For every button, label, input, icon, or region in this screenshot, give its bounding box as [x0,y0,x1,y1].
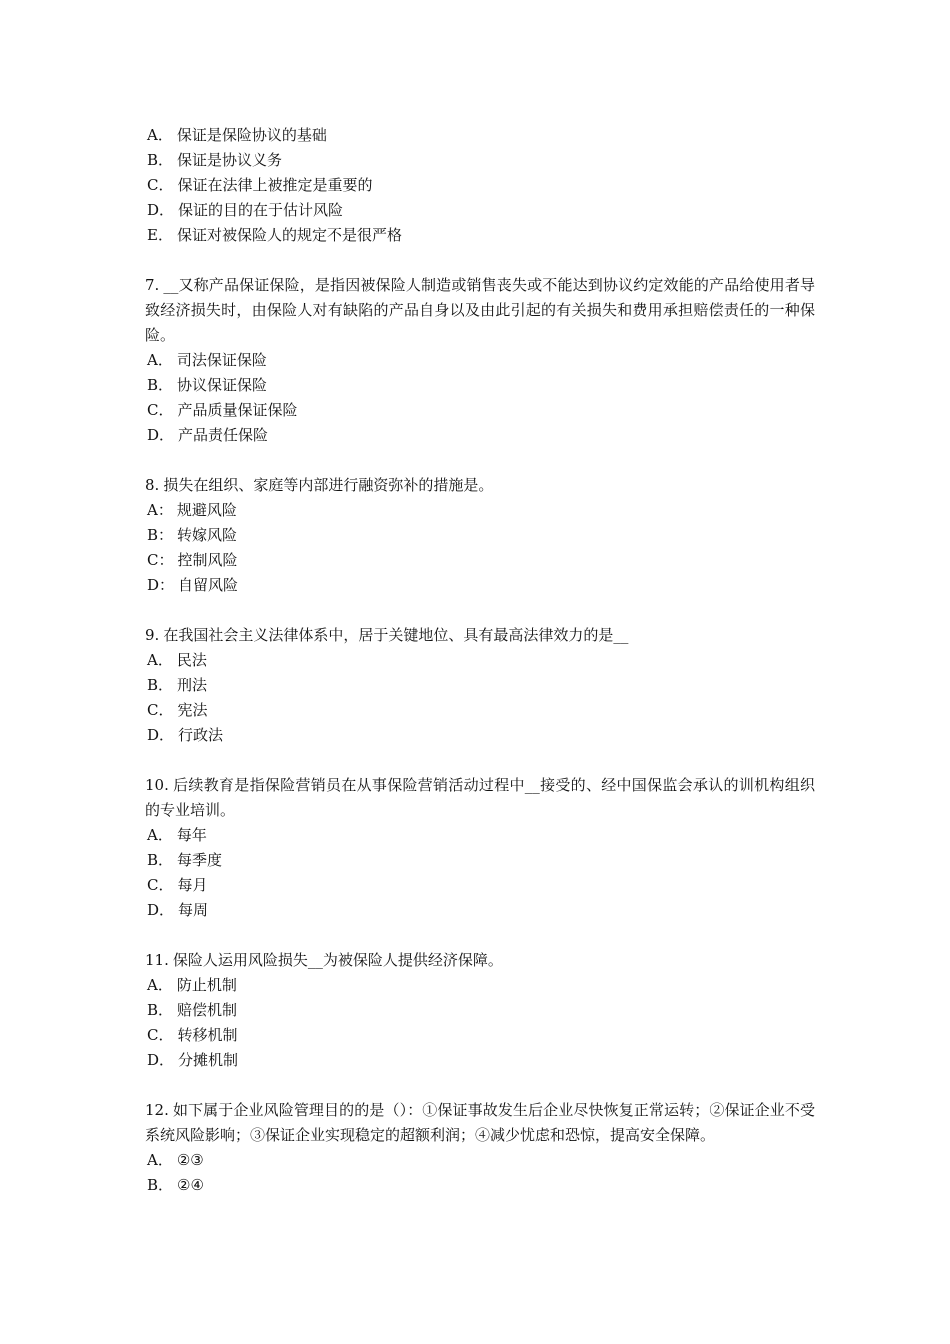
option-letter: C： [147,551,174,569]
option-text: 保证是保险协议的基础 [176,126,327,144]
question-text: __又称产品保证保险，是指因被保险人制造或销售丧失或不能达到协议约定效能的产品给使用者导致经济损失时，由保险人对有缺陷的产品自身以及由此引起的有关损失和费用承担赔偿责任的一种保险。 [145,276,815,344]
option-text: 协议保证保险 [177,376,268,394]
option-letter: C． [147,876,174,894]
option-text: 产品质量保证保险 [177,401,298,419]
option-d [145,723,815,748]
option-text: ②③ [176,1151,204,1169]
question-8 [145,473,815,598]
option-e [145,223,815,248]
question-number: 12. [145,1101,169,1119]
option-d [145,198,815,223]
option-letter: B． [147,1176,174,1194]
question-text: 在我国社会主义法律体系中，居于关键地位、具有最高法律效力的是__ [163,626,629,644]
option-a [145,1148,815,1173]
option-letter: D． [147,726,175,744]
option-text: 刑法 [177,676,208,694]
option-letter: C． [147,1026,174,1044]
option-text: ②④ [177,1176,204,1194]
option-letter: A． [147,126,173,144]
option-b [145,373,815,398]
option-letter: A： [147,501,173,519]
option-letter: A． [147,1151,173,1169]
option-text: 转嫁风险 [177,526,238,544]
question-stem [145,623,815,648]
option-letter: B． [147,1001,174,1019]
option-list [145,973,815,1073]
question-stem [145,473,815,498]
question-9 [145,623,815,748]
option-letter: B． [147,851,174,869]
option-d [145,1048,815,1073]
question-number: 7. [145,276,160,294]
option-c [145,698,815,723]
option-text: 规避风险 [176,501,237,519]
option-list [145,1148,815,1198]
option-d [145,573,815,598]
option-text: 自留风险 [178,576,239,594]
option-letter: A． [147,976,173,994]
option-text: 保证对被保险人的规定不是很严格 [176,226,402,244]
question-text: 损失在组织、家庭等内部进行融资弥补的措施是。 [163,476,494,494]
option-list [145,498,815,598]
option-text: 每月 [177,876,208,894]
question-6-options-block [145,123,815,248]
question-number: 8. [145,476,160,494]
option-text: 保证的目的在于估计风险 [178,201,344,219]
question-12 [145,1098,815,1198]
option-text: 转移机制 [177,1026,238,1044]
option-text: 产品责任保险 [178,426,269,444]
option-letter: D． [147,426,175,444]
question-number: 11. [145,951,169,969]
question-stem [145,948,815,973]
option-letter: A． [147,651,173,669]
option-letter: B： [147,526,174,544]
option-b [145,998,815,1023]
option-letter: D． [147,901,175,919]
option-c [145,873,815,898]
option-c [145,398,815,423]
option-list [145,123,815,248]
option-letter: C． [147,401,174,419]
option-letter: C． [147,176,174,194]
option-list [145,823,815,923]
option-text: 保证在法律上被推定是重要的 [177,176,373,194]
option-a [145,498,815,523]
option-text: 司法保证保险 [176,351,267,369]
option-text: 控制风险 [177,551,238,569]
option-d [145,423,815,448]
option-text: 每年 [176,826,207,844]
option-text: 每周 [178,901,209,919]
option-a [145,648,815,673]
option-letter: D． [147,1051,175,1069]
question-stem [145,1098,815,1148]
option-letter: D． [147,201,175,219]
option-b [145,148,815,173]
option-b [145,523,815,548]
option-text: 分摊机制 [178,1051,239,1069]
option-text: 赔偿机制 [177,1001,238,1019]
question-10 [145,773,815,923]
option-text: 民法 [176,651,207,669]
option-list [145,348,815,448]
option-a [145,123,815,148]
question-11 [145,948,815,1073]
option-letter: D： [147,576,175,594]
question-text: 后续教育是指保险营销员在从事保险营销活动过程中__接受的、经中国保监会承认的训机构组织的专业培训。 [145,776,815,819]
option-d [145,898,815,923]
option-b [145,673,815,698]
question-stem [145,273,815,348]
option-text: 保证是协议义务 [177,151,283,169]
option-letter: B． [147,151,174,169]
option-b [145,1173,815,1198]
question-text: 如下属于企业风险管理目的的是（）：①保证事故发生后企业尽快恢复正常运转；②保证企业不受系统风险影响；③保证企业实现稳定的超额利润；④减少忧虑和恐惊，提高安全保障。 [145,1101,815,1144]
question-number: 9. [145,626,160,644]
question-stem [145,773,815,823]
option-a [145,348,815,373]
option-a [145,973,815,998]
question-7 [145,273,815,448]
option-letter: C． [147,701,174,719]
option-c [145,548,815,573]
option-letter: A． [147,351,173,369]
option-text: 每季度 [177,851,223,869]
option-text: 防止机制 [176,976,237,994]
question-text: 保险人运用风险损失__为被保险人提供经济保障。 [172,951,503,969]
document-page [145,123,815,1198]
option-letter: E． [147,226,173,244]
option-letter: B． [147,376,174,394]
option-text: 宪法 [177,701,208,719]
option-a [145,823,815,848]
option-list [145,648,815,748]
option-letter: B． [147,676,174,694]
question-number: 10. [145,776,169,794]
option-text: 行政法 [178,726,224,744]
option-b [145,848,815,873]
option-c [145,173,815,198]
option-c [145,1023,815,1048]
option-letter: A． [147,826,173,844]
